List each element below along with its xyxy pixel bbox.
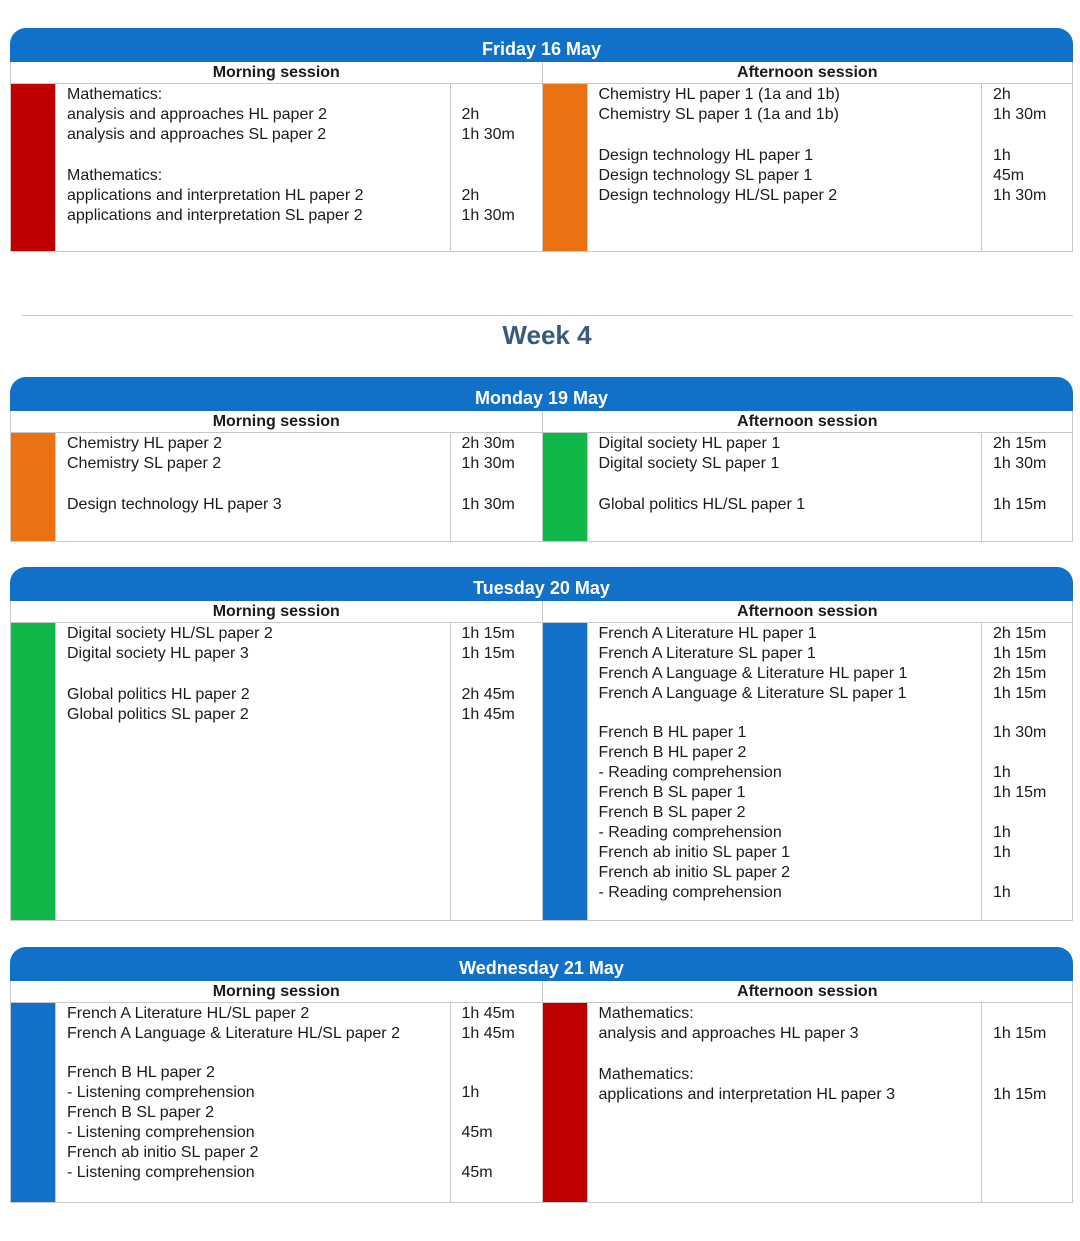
day-title: Tuesday 20 May bbox=[10, 567, 1073, 601]
morning-session bbox=[11, 601, 542, 920]
exam-paper-name: applications and interpretation HL paper 2 bbox=[67, 187, 364, 204]
exam-paper-name: French A Language & Literature SL paper 1 bbox=[598, 685, 907, 702]
exam-paper-name: Chemistry HL paper 1 (1a and 1b) bbox=[598, 86, 840, 103]
exam-paper-name: French A Literature SL paper 1 bbox=[598, 645, 816, 662]
exam-duration bbox=[993, 1065, 1072, 1085]
subject-color-bar bbox=[11, 623, 56, 920]
subject-list bbox=[588, 1003, 983, 1202]
exam-paper-name: analysis and approaches SL paper 2 bbox=[67, 126, 327, 143]
duration-list bbox=[451, 84, 542, 251]
exam-paper-name: French ab initio SL paper 2 bbox=[67, 1144, 259, 1161]
exam-paper-name: Mathematics: bbox=[598, 1066, 694, 1083]
line-spacer bbox=[599, 474, 982, 495]
exam-paper-name: French B HL paper 1 bbox=[598, 724, 747, 741]
exam-paper-name: French B HL paper 2 bbox=[67, 1064, 215, 1081]
duration-list bbox=[451, 623, 542, 920]
exam-paper-name: Design technology SL paper 1 bbox=[598, 167, 813, 184]
session-grid bbox=[10, 601, 1073, 921]
exam-duration bbox=[462, 1063, 542, 1083]
session-title: Afternoon session bbox=[543, 601, 1073, 623]
session-title: Morning session bbox=[11, 601, 542, 623]
exam-duration: 1h 30m bbox=[993, 724, 1047, 741]
exam-duration: 1h 15m bbox=[993, 685, 1047, 702]
exam-paper-name: French ab initio SL paper 1 bbox=[598, 844, 791, 861]
afternoon-session bbox=[542, 411, 1073, 541]
subject-color-bar bbox=[543, 84, 588, 251]
exam-paper-name: Chemistry SL paper 1 (1a and 1b) bbox=[598, 106, 839, 123]
exam-paper-name: Design technology HL paper 1 bbox=[598, 147, 814, 164]
exam-duration: 1h 30m bbox=[461, 496, 515, 513]
exam-paper-name: - Listening comprehension bbox=[67, 1124, 255, 1141]
exam-paper-name: Global politics HL/SL paper 1 bbox=[598, 496, 806, 513]
day-block-tuesday bbox=[10, 567, 1073, 921]
session-title: Afternoon session bbox=[543, 411, 1073, 433]
exam-paper-name: Design technology HL/SL paper 2 bbox=[598, 187, 838, 204]
subject-color-bar bbox=[11, 1003, 56, 1202]
line-spacer bbox=[599, 1044, 982, 1065]
exam-duration bbox=[993, 803, 1072, 823]
exam-duration: 2h bbox=[461, 187, 480, 204]
exam-paper-name: French A Literature HL/SL paper 2 bbox=[67, 1005, 310, 1022]
exam-duration: 2h 15m bbox=[993, 625, 1047, 642]
exam-paper-name: Chemistry SL paper 2 bbox=[67, 455, 222, 472]
exam-paper-name: applications and interpretation SL paper 2 bbox=[67, 207, 363, 224]
exam-duration: 1h 30m bbox=[461, 207, 515, 224]
subject-color-bar bbox=[11, 84, 56, 251]
exam-paper-name: French A Language & Literature HL/SL paper 2 bbox=[67, 1025, 400, 1042]
line-spacer bbox=[462, 1044, 542, 1063]
session-grid bbox=[10, 62, 1073, 252]
subject-list bbox=[588, 623, 983, 920]
exam-duration bbox=[993, 1004, 1072, 1024]
exam-duration bbox=[993, 743, 1072, 763]
subject-list bbox=[56, 84, 451, 251]
subject-list bbox=[56, 433, 451, 541]
week-divider bbox=[22, 315, 1073, 316]
subject-list bbox=[56, 1003, 451, 1202]
subject-color-bar bbox=[543, 1003, 588, 1202]
exam-duration: 1h 30m bbox=[993, 106, 1047, 123]
line-spacer bbox=[462, 145, 542, 166]
day-title: Monday 19 May bbox=[10, 377, 1073, 411]
exam-duration: 2h 15m bbox=[993, 665, 1047, 682]
line-spacer bbox=[993, 125, 1072, 146]
session-title: Morning session bbox=[11, 981, 542, 1003]
exam-paper-name: - Reading comprehension bbox=[598, 764, 782, 781]
line-spacer bbox=[599, 704, 982, 723]
exam-duration: 2h 45m bbox=[461, 686, 515, 703]
line-spacer bbox=[993, 1044, 1072, 1065]
exam-duration: 1h bbox=[993, 884, 1011, 901]
exam-duration: 1h 15m bbox=[993, 645, 1047, 662]
exam-duration: 2h 30m bbox=[461, 435, 515, 452]
duration-list bbox=[982, 623, 1072, 920]
line-spacer bbox=[599, 125, 982, 146]
exam-paper-name: Design technology HL paper 3 bbox=[67, 496, 282, 513]
duration-list bbox=[451, 1003, 542, 1202]
subject-list bbox=[56, 623, 451, 920]
exam-paper-name: Mathematics: bbox=[67, 167, 163, 184]
day-block-monday bbox=[10, 377, 1073, 542]
exam-duration: 1h 45m bbox=[461, 1025, 515, 1042]
exam-paper-name: - Listening comprehension bbox=[67, 1164, 255, 1181]
exam-paper-name: French B SL paper 1 bbox=[598, 784, 746, 801]
exam-paper-name: applications and interpretation HL paper 3 bbox=[598, 1086, 895, 1103]
duration-list bbox=[982, 433, 1072, 541]
exam-duration: 45m bbox=[993, 167, 1025, 184]
day-title: Friday 16 May bbox=[10, 28, 1073, 62]
exam-paper-name: Mathematics: bbox=[598, 1005, 694, 1022]
exam-duration bbox=[462, 85, 542, 105]
subject-color-bar bbox=[11, 433, 56, 541]
week-title: Week 4 bbox=[502, 320, 592, 350]
exam-duration: 1h 30m bbox=[461, 126, 515, 143]
exam-duration: 1h 45m bbox=[461, 706, 515, 723]
exam-duration: 1h bbox=[993, 764, 1011, 781]
line-spacer bbox=[67, 664, 450, 685]
exam-duration: 45m bbox=[461, 1164, 493, 1181]
exam-duration: 45m bbox=[461, 1124, 493, 1141]
exam-duration bbox=[462, 166, 542, 186]
exam-duration bbox=[462, 1103, 542, 1123]
line-spacer bbox=[462, 664, 542, 685]
line-spacer bbox=[993, 474, 1072, 495]
day-block-friday bbox=[10, 28, 1073, 252]
exam-paper-name: French A Literature HL paper 1 bbox=[598, 625, 817, 642]
afternoon-session bbox=[542, 981, 1073, 1202]
line-spacer bbox=[993, 704, 1072, 723]
exam-duration: 1h bbox=[993, 147, 1011, 164]
subject-list bbox=[588, 433, 983, 541]
exam-duration: 1h bbox=[461, 1084, 480, 1101]
duration-list bbox=[982, 84, 1072, 251]
exam-duration: 1h 30m bbox=[993, 187, 1047, 204]
exam-duration: 1h bbox=[993, 824, 1011, 841]
exam-paper-name: - Listening comprehension bbox=[67, 1084, 255, 1101]
morning-session bbox=[11, 411, 542, 541]
exam-paper-name: French B SL paper 2 bbox=[67, 1104, 215, 1121]
line-spacer bbox=[67, 1044, 450, 1063]
exam-paper-name: - Reading comprehension bbox=[598, 884, 782, 901]
exam-paper-name: Mathematics: bbox=[67, 86, 163, 103]
exam-duration: 1h 45m bbox=[461, 1005, 515, 1022]
session-grid bbox=[10, 411, 1073, 542]
exam-paper-name: - Reading comprehension bbox=[598, 824, 782, 841]
day-block-wednesday bbox=[10, 947, 1073, 1203]
subject-list bbox=[588, 84, 983, 251]
morning-session bbox=[11, 62, 542, 251]
exam-duration: 1h 15m bbox=[461, 645, 515, 662]
exam-duration: 1h 30m bbox=[461, 455, 515, 472]
exam-paper-name: Digital society HL paper 1 bbox=[598, 435, 781, 452]
exam-duration: 1h 15m bbox=[993, 784, 1047, 801]
subject-color-bar bbox=[543, 433, 588, 541]
exam-paper-name: analysis and approaches HL paper 2 bbox=[67, 106, 328, 123]
exam-paper-name: French B HL paper 2 bbox=[598, 744, 747, 761]
exam-paper-name: Global politics HL paper 2 bbox=[67, 686, 250, 703]
exam-duration bbox=[993, 863, 1072, 883]
exam-duration: 2h 15m bbox=[993, 435, 1047, 452]
exam-paper-name: Chemistry HL paper 2 bbox=[67, 435, 223, 452]
day-title: Wednesday 21 May bbox=[10, 947, 1073, 981]
session-grid bbox=[10, 981, 1073, 1203]
exam-duration: 1h 15m bbox=[993, 1086, 1047, 1103]
afternoon-session bbox=[542, 601, 1073, 920]
morning-session bbox=[11, 981, 542, 1202]
line-spacer bbox=[67, 474, 450, 495]
session-title: Morning session bbox=[11, 62, 542, 84]
exam-duration: 1h 15m bbox=[993, 1025, 1047, 1042]
exam-duration: 1h bbox=[993, 844, 1011, 861]
exam-paper-name: analysis and approaches HL paper 3 bbox=[598, 1025, 859, 1042]
exam-duration: 2h bbox=[461, 106, 480, 123]
duration-list bbox=[982, 1003, 1072, 1202]
duration-list bbox=[451, 433, 542, 541]
exam-paper-name: Digital society SL paper 1 bbox=[598, 455, 780, 472]
exam-paper-name: French B SL paper 2 bbox=[598, 804, 746, 821]
exam-paper-name: French ab initio SL paper 2 bbox=[598, 864, 791, 881]
exam-duration: 1h 15m bbox=[993, 496, 1047, 513]
subject-color-bar bbox=[543, 623, 588, 920]
exam-duration bbox=[462, 1143, 542, 1163]
exam-duration: 1h 30m bbox=[993, 455, 1047, 472]
exam-duration: 1h 15m bbox=[461, 625, 515, 642]
line-spacer bbox=[462, 474, 542, 495]
exam-paper-name: Global politics SL paper 2 bbox=[67, 706, 249, 723]
exam-paper-name: Digital society HL paper 3 bbox=[67, 645, 249, 662]
exam-paper-name: French A Language & Literature HL paper 1 bbox=[598, 665, 908, 682]
session-title: Afternoon session bbox=[543, 981, 1073, 1003]
exam-duration: 2h bbox=[993, 86, 1011, 103]
line-spacer bbox=[67, 145, 450, 166]
afternoon-session bbox=[542, 62, 1073, 251]
session-title: Morning session bbox=[11, 411, 542, 433]
exam-paper-name: Digital society HL/SL paper 2 bbox=[67, 625, 273, 642]
session-title: Afternoon session bbox=[543, 62, 1073, 84]
